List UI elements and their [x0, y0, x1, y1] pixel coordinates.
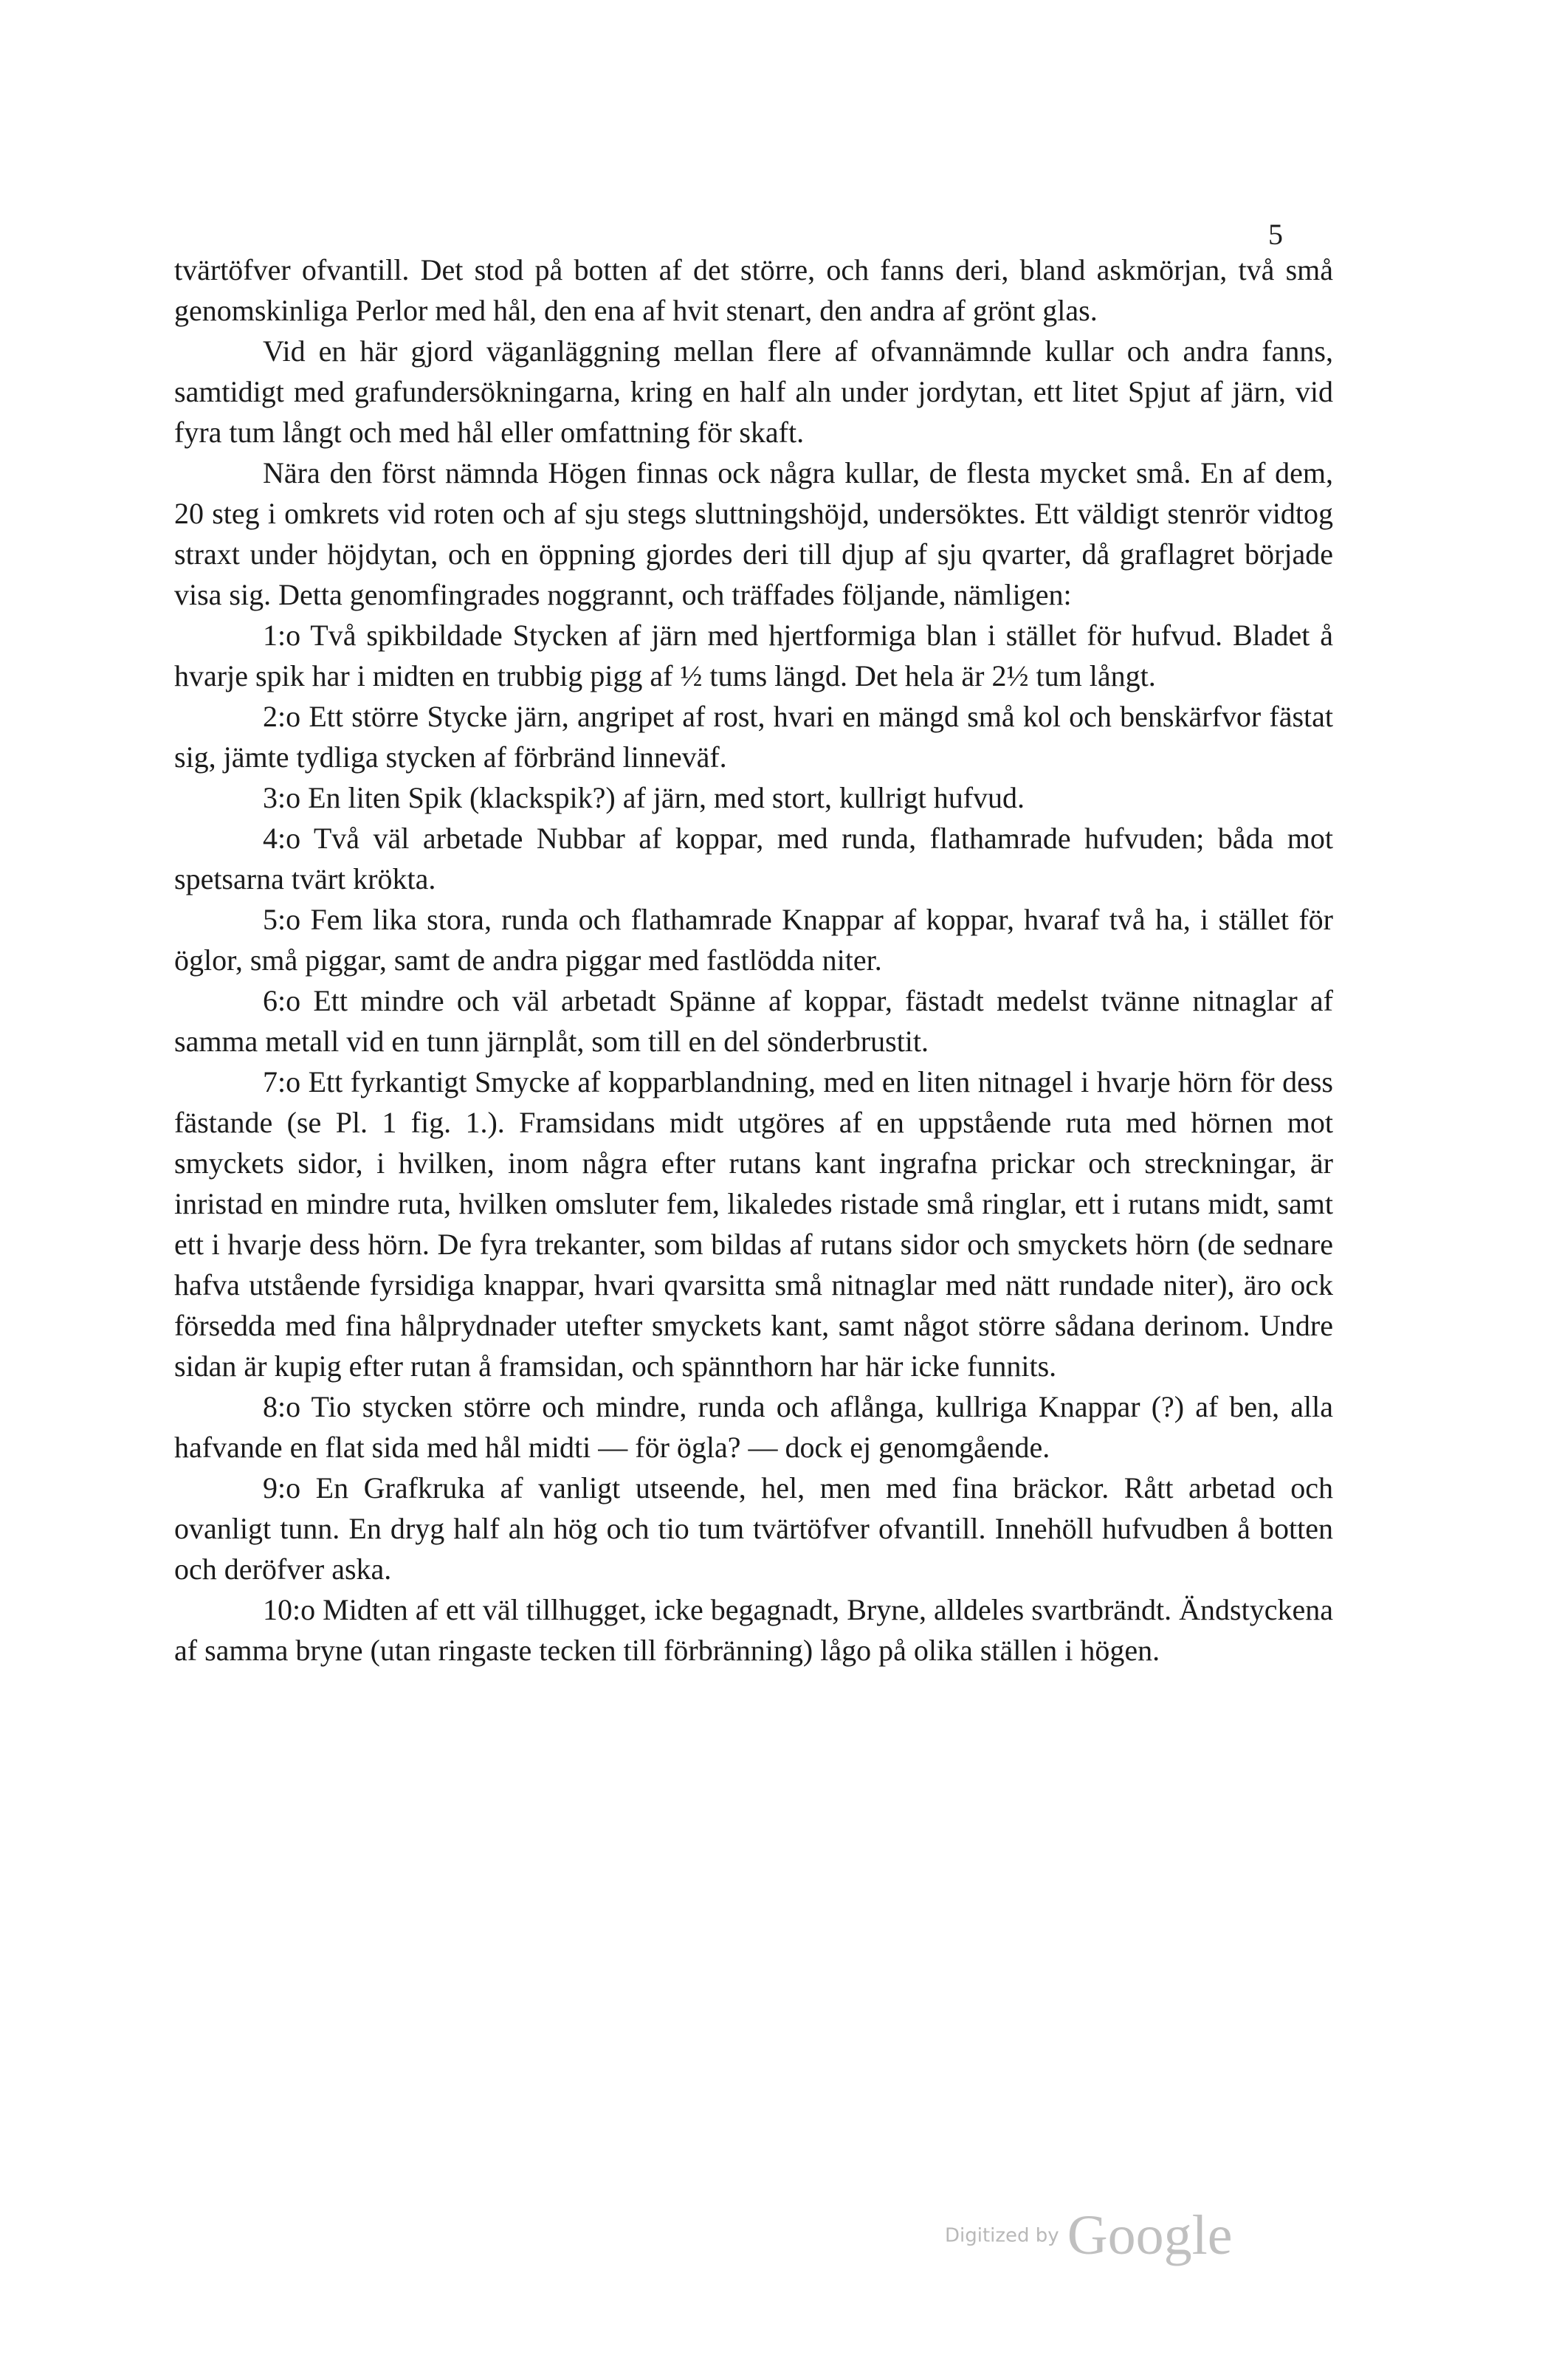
digitized-watermark [945, 2204, 1233, 2268]
list-item: 4:o Två väl arbetade Nubbar af koppar, med runda, flathamrade hufvuden; båda mot spetsarna tvärt krökta. [174, 822, 1333, 895]
google-logo: Google [1067, 2204, 1233, 2266]
watermark-prefix: Digitized by [945, 2224, 1059, 2247]
list-item: 10:o Midten af ett väl tillhugget, icke begagnadt, Bryne, alldeles svartbrändt. Ändstyckena af samma bryne (utan ringaste tecken till förbränning) lågo på olika ställen i högen. [174, 1593, 1333, 1667]
page-number: 5 [1268, 218, 1283, 251]
list-item: 9:o En Grafkruka af vanligt utseende, hel, men med fina bräckor. Rått arbetad och ovanligt tunn. En dryg half aln hög och tio tum tvärtöfver ofvantill. Innehöll hufvudben å botten och deröfver aska. [174, 1471, 1333, 1586]
paragraph: Nära den först nämnda Högen finnas ock några kullar, de flesta mycket små. En af dem, 20 steg i omkrets vid roten och af sju stegs sluttningshöjd, undersöktes. Ett väldigt stenrör vidtog straxt under höjdytan, och en öppning gjordes deri till djup af sju qvarter, då graflagret började visa sig. Detta genomfingrades noggrannt, och träffades följande, nämligen: [174, 456, 1333, 611]
paragraph: Vid en här gjord väganläggning mellan flere af ofvannämnde kullar och andra fanns, samtidigt med grafundersökningarna, kring en half aln under jordytan, ett litet Spjut af järn, vid fyra tum långt och med hål eller omfattning för skaft. [174, 334, 1333, 449]
list-item: 2:o Ett större Stycke järn, angripet af rost, hvari en mängd små kol och benskärfvor fästat sig, jämte tydliga stycken af förbränd linneväf. [174, 700, 1333, 774]
list-item: 8:o Tio stycken större och mindre, runda och aflånga, kullriga Knappar (?) af ben, alla hafvande en flat sida med hål midti — för ögla? — dock ej genomgående. [174, 1390, 1333, 1464]
paragraph: tvärtöfver ofvantill. Det stod på botten af det större, och fanns deri, bland askmörjan, två små genomskinliga Perlor med hål, den ena af hvit stenart, den andra af grönt glas. [174, 253, 1333, 327]
list-item: 1:o Två spikbildade Stycken af järn med hjertformiga blan i stället för hufvud. Bladet å hvarje spik har i midten en trubbig pigg af ½ tums längd. Det hela är 2½ tum långt. [174, 619, 1333, 692]
list-item: 6:o Ett mindre och väl arbetadt Spänne af koppar, fästadt medelst tvänne nitnaglar af samma metall vid en tunn järnplåt, som till en del sönderbrustit. [174, 984, 1333, 1058]
list-item: 7:o Ett fyrkantigt Smycke af kopparblandning, med en liten nitnagel i hvarje hörn för dess fästande (se Pl. 1 fig. 1.). Framsidans midt utgöres af en uppstående ruta med hörnen mot smyckets sidor, i hvilken, inom några efter rutans kant ingrafna prickar och streckningar, är inristad en mindre ruta, hvilken omsluter fem, likaledes ristade små ringlar, ett i rutans midt, samt ett i hvarje dess hörn. De fyra trekanter, som bildas af rutans sidor och smyckets hörn (de sednare hafva utstående fyrsidiga knappar, hvari qvarsitta små nitnaglar med nätt rundade niter), äro ock försedda med fina hålprydnader utefter smyckets kant, samt något större sådana derinom. Undre sidan är kupig efter rutan å framsidan, och spännthorn har här icke funnits. [174, 1065, 1333, 1383]
body-text [174, 250, 1333, 1671]
list-item: 3:o En liten Spik (klackspik?) af järn, med stort, kullrigt hufvud. [263, 781, 1025, 814]
list-item: 5:o Fem lika stora, runda och flathamrade Knappar af koppar, hvaraf två ha, i stället för öglor, små piggar, samt de andra piggar med fastlödda niter. [174, 903, 1333, 977]
